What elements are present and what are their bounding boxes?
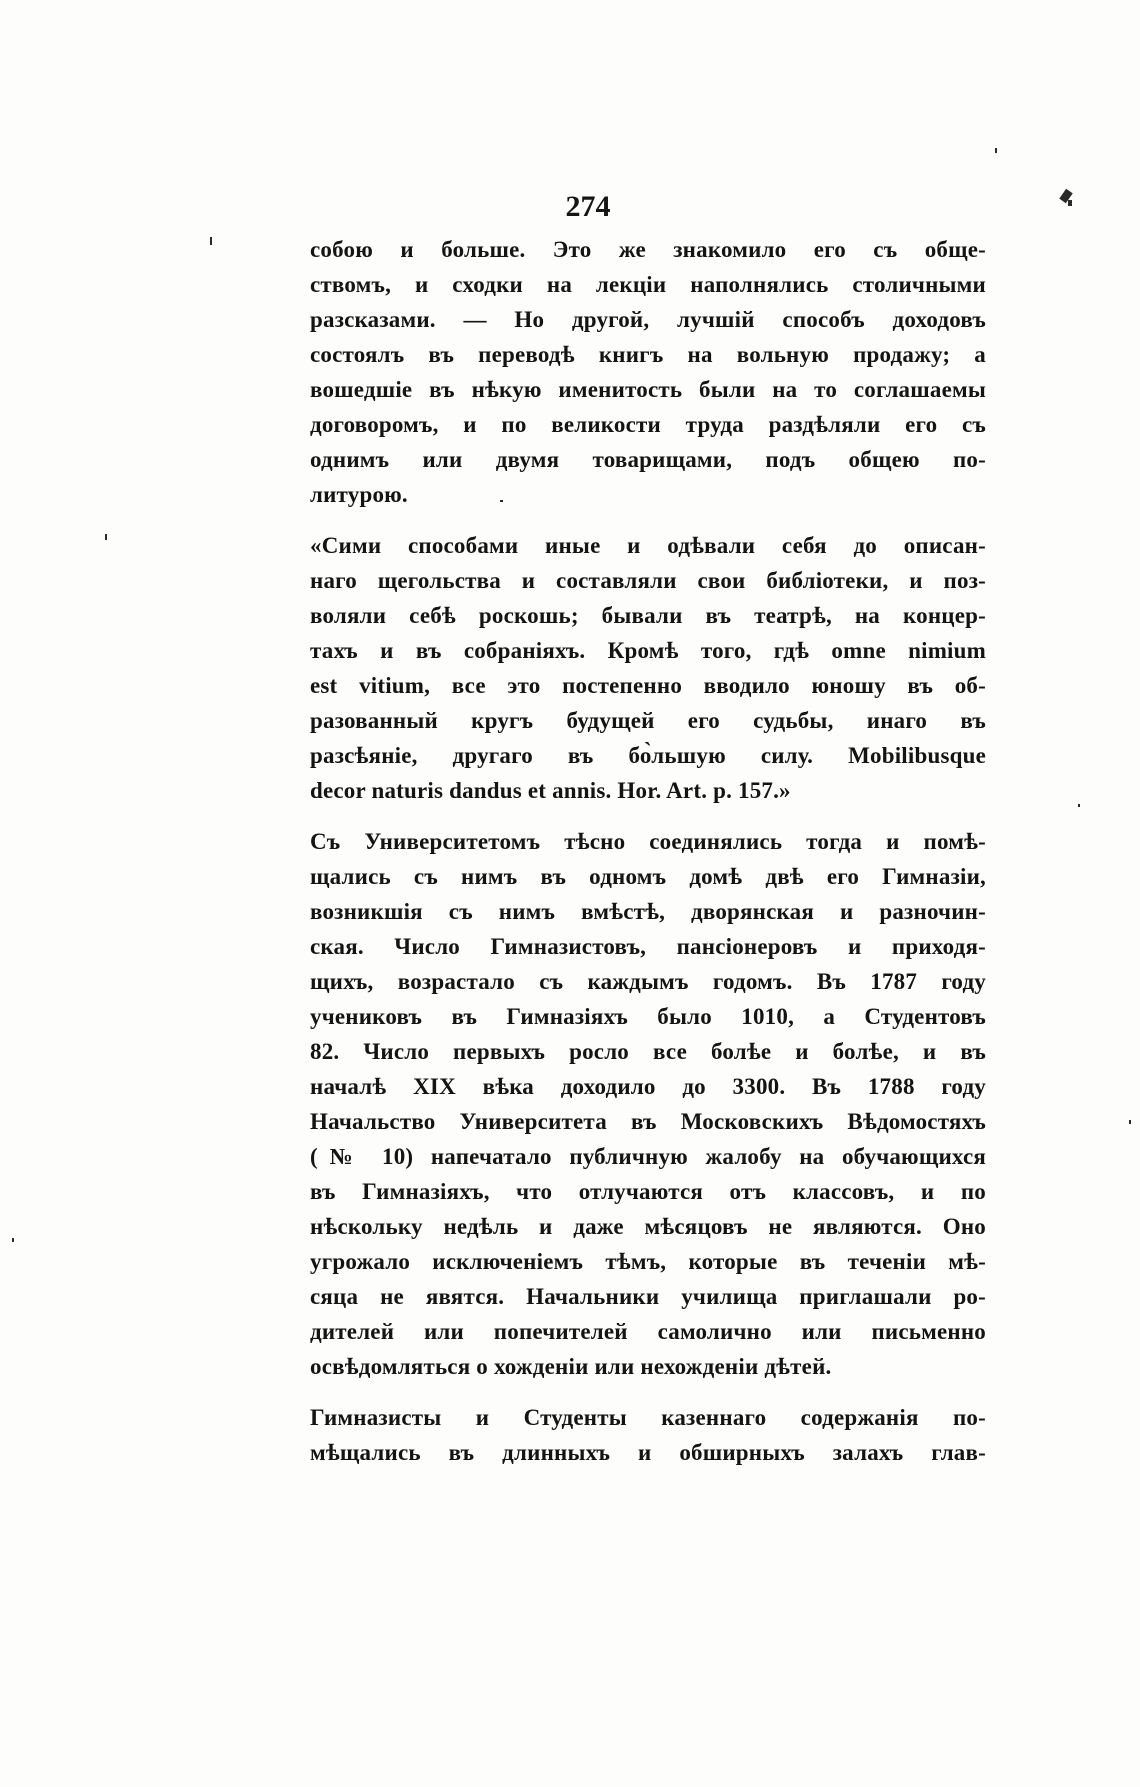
text-line: разсѣяніе, другаго въ бо̀льшую силу. Mobilibusque — [310, 743, 986, 768]
ink-speck — [1129, 1120, 1131, 1124]
text-line: разованный кругъ будущей его судьбы, инаго въ — [310, 708, 986, 733]
text-line: Гимназисты и Студенты казеннаго содержанія по- — [310, 1405, 986, 1430]
text-line: освѣдомляться о хожденіи или нехожденіи дѣтей. — [310, 1354, 832, 1379]
text-line: возникшія съ нимъ вмѣстѣ, дворянская и разночин- — [310, 899, 986, 924]
ink-speck — [995, 148, 997, 153]
ink-speck — [12, 1238, 14, 1242]
text-line: однимъ или двумя товарищами, подъ общею по- — [310, 447, 986, 472]
text-line: договоромъ, и по великости труда раздѣляли его съ — [310, 412, 986, 437]
text-line: собою и больше. Это же знакомило его съ обще- — [310, 237, 986, 262]
text-line: въ Гимназіяхъ, что отлучаются отъ классовъ, и по — [310, 1179, 986, 1204]
text-line: состоялъ въ переводѣ книгъ на вольную продажу; а — [310, 342, 986, 367]
text-line: тахъ и въ собраніяхъ. Кромѣ того, гдѣ omne nimium — [310, 638, 986, 663]
ink-speck — [1078, 804, 1080, 807]
body-text — [310, 232, 986, 1470]
paragraph — [310, 1400, 986, 1470]
text-line: щались съ нимъ въ одномъ домѣ двѣ его Гимназіи, — [310, 864, 986, 889]
text-line: литурою. — [310, 482, 408, 507]
paragraph — [310, 232, 986, 512]
text-line: угрожало исключеніемъ тѣмъ, которые въ теченіи мѣ- — [310, 1249, 986, 1274]
ink-speck — [105, 534, 107, 540]
text-line: дителей или попечителей самолично или письменно — [310, 1319, 986, 1344]
ink-speck — [1068, 200, 1072, 206]
text-line: сяца не явятся. Начальники училища приглашали ро- — [310, 1284, 986, 1309]
text-line: decor naturis dandus et annis. Hor. Art. p. 157.» — [310, 778, 791, 803]
text-line: началѣ XIX вѣка доходило до 3300. Въ 1788 году — [310, 1074, 986, 1099]
text-line: щихъ, возрастало съ каждымъ годомъ. Въ 1787 году — [310, 969, 986, 994]
text-line: учениковъ въ Гимназіяхъ было 1010, а Студентовъ — [310, 1004, 986, 1029]
paragraph — [310, 824, 986, 1384]
text-line: воляли себѣ роскошь; бывали въ театрѣ, на концер- — [310, 603, 986, 628]
paragraph — [310, 528, 986, 808]
page-number: 274 — [565, 190, 611, 223]
text-line: наго щегольства и составляли свои библіотеки, и поз- — [310, 568, 986, 593]
ink-speck — [210, 237, 212, 245]
text-line: 82. Число первыхъ росло все болѣе и болѣе, и въ — [310, 1039, 986, 1064]
text-line: (№ 10) напечатало публичную жалобу на обучающихся — [310, 1144, 986, 1169]
text-line: разсказами. — Но другой, лучшій способъ доходовъ — [310, 307, 986, 332]
text-line: «Сими способами иные и одѣвали себя до описан- — [310, 533, 986, 558]
text-line: est vitium, все это постепенно вводило юношу въ об- — [310, 673, 986, 698]
text-line: ская. Число Гимназистовъ, пансіонеровъ и приходя- — [310, 934, 986, 959]
text-line: мѣщались въ длинныхъ и обширныхъ залахъ глав- — [310, 1440, 986, 1465]
text-line: Съ Университетомъ тѣсно соединялись тогда и помѣ- — [310, 829, 986, 854]
text-line: ствомъ, и сходки на лекціи наполнялись столичными — [310, 272, 986, 297]
text-line: нѣскольку недѣль и даже мѣсяцовъ не являются. Оно — [310, 1214, 986, 1239]
text-line: вошедшіе въ нѣкую именитость были на то соглашаемы — [310, 377, 986, 402]
text-line: Начальство Университета въ Московскихъ Вѣдомостяхъ — [310, 1109, 986, 1134]
